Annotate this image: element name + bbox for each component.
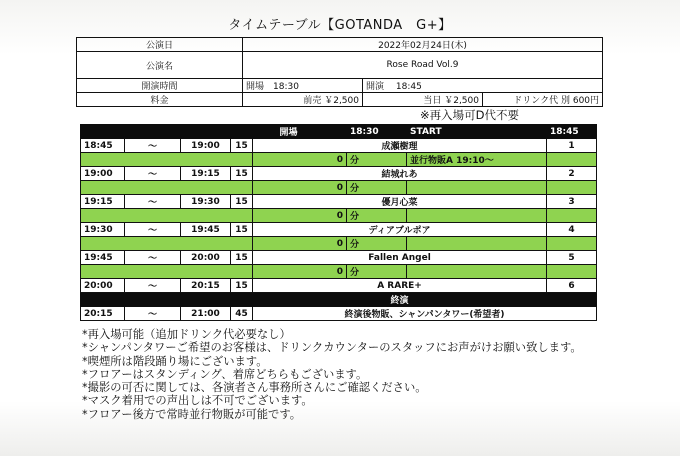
performance-row bbox=[81, 223, 597, 237]
end-label: 終演 bbox=[253, 293, 547, 307]
tilde: ～ bbox=[125, 167, 181, 181]
spacer bbox=[547, 153, 597, 167]
interval-row bbox=[81, 265, 597, 279]
interval-minutes: 0 bbox=[253, 209, 347, 223]
open-time: 開場 18:30 bbox=[243, 79, 363, 93]
performer-name: 成瀬樹理 bbox=[253, 139, 547, 153]
end-time: 20:00 bbox=[181, 251, 231, 265]
spacer bbox=[81, 153, 253, 167]
spacer bbox=[407, 237, 547, 251]
note-item: *フロアー後方で常時並行物販が可能です。 bbox=[82, 407, 302, 421]
performer-name: 優月心菜 bbox=[253, 195, 547, 209]
performance-row bbox=[81, 167, 597, 181]
performer-number: 6 bbox=[547, 279, 597, 293]
end-time: 20:15 bbox=[181, 279, 231, 293]
duration: 15 bbox=[231, 139, 253, 153]
performer-number: 5 bbox=[547, 251, 597, 265]
start-time: 20:15 bbox=[81, 307, 125, 321]
spacer bbox=[407, 209, 547, 223]
spacer bbox=[81, 209, 253, 223]
date-label: 公演日 bbox=[77, 38, 243, 52]
duration: 45 bbox=[231, 307, 253, 321]
start-time: 19:15 bbox=[81, 195, 125, 209]
interval-row bbox=[81, 209, 597, 223]
spacer bbox=[81, 181, 253, 195]
spacer bbox=[547, 293, 597, 307]
note-item: *撮影の可否に関しては、各演者さん事務所さんにご確認ください。 bbox=[82, 381, 427, 395]
price-label: 料金 bbox=[77, 93, 243, 107]
spacer bbox=[407, 265, 547, 279]
tilde: ～ bbox=[125, 195, 181, 209]
schedule-header-row bbox=[81, 125, 597, 139]
performer-number: 1 bbox=[547, 139, 597, 153]
date-row bbox=[77, 38, 603, 52]
final-row bbox=[81, 307, 597, 321]
performance-row bbox=[81, 279, 597, 293]
note-item: *再入場可能（追加ドリンク代必要なし） bbox=[82, 328, 291, 341]
end-time: 19:45 bbox=[181, 223, 231, 237]
name-row bbox=[77, 52, 603, 79]
closing-activity: 終演後物販、シャンパンタワー(希望者) bbox=[253, 307, 597, 321]
start-time: 19:30 bbox=[81, 223, 125, 237]
event-info-table bbox=[76, 37, 603, 107]
spacer bbox=[81, 237, 253, 251]
interval-minutes: 0 bbox=[253, 181, 347, 195]
name-value: Rose Road Vol.9 bbox=[243, 52, 603, 79]
interval-minutes: 0 bbox=[253, 237, 347, 251]
performance-row bbox=[81, 195, 597, 209]
note-item: *喫煙所は階段踊り場にございます。 bbox=[82, 354, 268, 368]
end-time: 19:00 bbox=[181, 139, 231, 153]
performer-name: A RARE+ bbox=[253, 279, 547, 293]
notes-list bbox=[82, 328, 582, 421]
open-label: 開場 bbox=[231, 125, 347, 139]
start-time: 20:00 bbox=[81, 279, 125, 293]
reentry-note: ※再入場可D代不要 bbox=[420, 108, 519, 122]
interval-row bbox=[81, 153, 597, 167]
spacer bbox=[81, 125, 231, 139]
performer-number: 3 bbox=[547, 195, 597, 209]
open-time: 18:30 bbox=[347, 125, 407, 139]
tilde: ～ bbox=[125, 223, 181, 237]
tilde: ～ bbox=[125, 251, 181, 265]
performer-name: ディアブルポア bbox=[253, 223, 547, 237]
spacer bbox=[81, 293, 253, 307]
performer-name: Fallen Angel bbox=[253, 251, 547, 265]
interval-minutes: 0 bbox=[253, 153, 347, 167]
note-item: *フロアーはスタンディング、着席どちらもございます。 bbox=[82, 367, 368, 381]
schedule-table bbox=[80, 124, 597, 321]
performance-row bbox=[81, 139, 597, 153]
start-time: 19:00 bbox=[81, 167, 125, 181]
spacer bbox=[547, 181, 597, 195]
end-time: 19:30 bbox=[181, 195, 231, 209]
spacer bbox=[547, 237, 597, 251]
interval-row bbox=[81, 237, 597, 251]
start-time: 19:45 bbox=[81, 251, 125, 265]
spacer bbox=[81, 265, 253, 279]
interval-unit: 分 bbox=[347, 265, 407, 279]
interval-unit: 分 bbox=[347, 153, 407, 167]
duration: 15 bbox=[231, 195, 253, 209]
spacer bbox=[547, 209, 597, 223]
door-price: 当日 ￥2,500 bbox=[363, 93, 483, 107]
end-time: 21:00 bbox=[181, 307, 231, 321]
start-time: 開演 18:45 bbox=[363, 79, 603, 93]
interval-note: 並行物販A 19:10～ bbox=[407, 153, 547, 167]
time-label: 開演時間 bbox=[77, 79, 243, 93]
end-time: 19:15 bbox=[181, 167, 231, 181]
spacer bbox=[547, 265, 597, 279]
start-label: START bbox=[407, 125, 547, 139]
interval-minutes: 0 bbox=[253, 265, 347, 279]
price-row bbox=[77, 93, 603, 107]
duration: 15 bbox=[231, 167, 253, 181]
interval-unit: 分 bbox=[347, 209, 407, 223]
spacer bbox=[407, 181, 547, 195]
note-item: *マスク着用での声出しは不可でございます。 bbox=[82, 394, 313, 408]
interval-row bbox=[81, 181, 597, 195]
advance-price: 前売 ￥2,500 bbox=[243, 93, 363, 107]
performer-number: 2 bbox=[547, 167, 597, 181]
start-time: 18:45 bbox=[547, 125, 597, 139]
duration: 15 bbox=[231, 223, 253, 237]
time-row bbox=[77, 79, 603, 93]
duration: 15 bbox=[231, 251, 253, 265]
note-item: *シャンパンタワーご希望のお客様は、ドリンクカウンターのスタッフにお声がけお願い致します。 bbox=[82, 341, 582, 355]
duration: 15 bbox=[231, 279, 253, 293]
tilde: ～ bbox=[125, 307, 181, 321]
page-title: タイムテーブル【GOTANDA G+】 bbox=[228, 18, 452, 33]
date-value: 2022年02月24日(木) bbox=[243, 38, 603, 52]
interval-unit: 分 bbox=[347, 181, 407, 195]
tilde: ～ bbox=[125, 139, 181, 153]
end-row bbox=[81, 293, 597, 307]
drink-price: ドリンク代 別 600円 bbox=[483, 93, 603, 107]
tilde: ～ bbox=[125, 279, 181, 293]
start-time: 18:45 bbox=[81, 139, 125, 153]
name-label: 公演名 bbox=[77, 52, 243, 79]
performer-number: 4 bbox=[547, 223, 597, 237]
interval-unit: 分 bbox=[347, 237, 407, 251]
performance-row bbox=[81, 251, 597, 265]
performer-name: 結城れあ bbox=[253, 167, 547, 181]
